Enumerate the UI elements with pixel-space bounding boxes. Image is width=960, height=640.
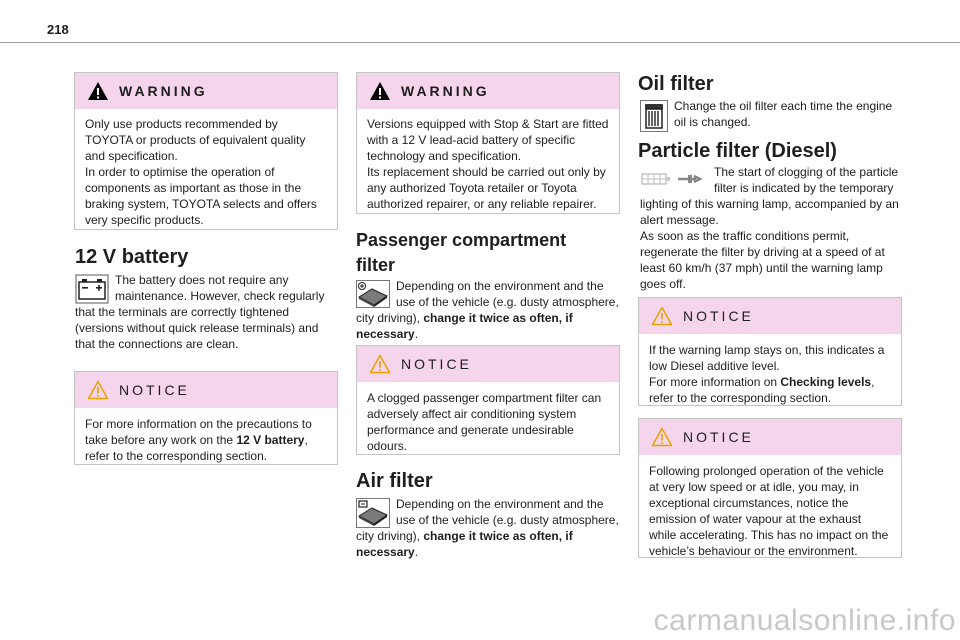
battery-section bbox=[75, 272, 337, 352]
passenger-filter-heading: Passenger compartment filter bbox=[356, 230, 567, 275]
notice-title: NOTICE bbox=[683, 308, 754, 324]
notice-icon bbox=[369, 354, 391, 374]
notice-text: Following prolonged operation of the vehicle at very low speed or at idle, you may, in exceptional circumstances, notice the emission of water vapour at the exhaust while accelerating. This has no impact on the vehicle’s behaviour or the environment. bbox=[649, 464, 889, 558]
warning-text-2: In order to optimise the operation of components as important as those in the braking system, TOYOTA selects and offers very specific products. bbox=[85, 165, 317, 227]
battery-text: However, check regularly that the terminals are correctly tightened (versions without quick release terminals) and that the connections are clean. bbox=[75, 289, 325, 351]
notice-title: NOTICE bbox=[401, 356, 472, 372]
warning-box-left bbox=[74, 72, 338, 230]
notice-icon bbox=[87, 380, 109, 400]
particle-filter-warning-icon bbox=[640, 166, 706, 192]
notice-title: NOTICE bbox=[683, 429, 754, 445]
warning-title: WARNING bbox=[401, 83, 490, 99]
notice-text: For more information on the precautions to take before any work on the 12 V battery, refer to the corresponding section. bbox=[85, 417, 312, 463]
notice-title: NOTICE bbox=[119, 382, 190, 398]
battery-icon bbox=[75, 274, 109, 304]
notice-box-left bbox=[74, 371, 338, 465]
page-number: 218 bbox=[47, 22, 69, 37]
air-filter-icon bbox=[356, 498, 390, 528]
warning-box-middle bbox=[356, 72, 620, 214]
notice-icon bbox=[651, 306, 673, 326]
notice-header bbox=[639, 298, 901, 334]
notice-icon bbox=[651, 427, 673, 447]
warning-header bbox=[75, 73, 337, 109]
oil-filter-icon bbox=[640, 100, 668, 132]
battery-heading: 12 V battery bbox=[75, 246, 189, 268]
notice-box-right-1 bbox=[638, 297, 902, 406]
notice-box-right-2 bbox=[638, 418, 902, 558]
cabin-filter-icon bbox=[356, 280, 390, 308]
warning-text: Versions equipped with Stop & Start are fitted with a 12 V lead-acid battery of specific technology and specification. bbox=[367, 117, 609, 163]
battery-intro: The battery does not require any maintenance. bbox=[115, 273, 289, 303]
watermark: carmanualsonline.info bbox=[653, 604, 956, 637]
warning-title: WARNING bbox=[119, 83, 208, 99]
passenger-filter-section: Depending on the environment and the use of the vehicle (e.g. dusty atmosphere, city driving), change it twice as often, if necessary. bbox=[356, 279, 619, 341]
warning-text-2: Its replacement should be carried out only by any authorized Toyota retailer or Toyota authorized repairer, or any reliable repairer. bbox=[367, 165, 606, 211]
notice-text: A clogged passenger compartment filter can adversely affect air conditioning system performance and generate undesirable odours. bbox=[367, 391, 602, 453]
air-filter-section: Depending on the environment and the use of the vehicle (e.g. dusty atmosphere, city driving), change it twice as often, if necessary. bbox=[356, 497, 619, 559]
oil-filter-text: Change the oil filter each time the engine oil is changed. bbox=[674, 99, 893, 129]
oil-filter-heading: Oil filter bbox=[638, 73, 714, 95]
warning-header bbox=[357, 73, 619, 109]
notice-header bbox=[639, 419, 901, 455]
particle-filter-text-2: As soon as the traffic conditions permit, regenerate the filter by driving at a speed of at least 60 km/h (37 mph) until the warning lamp goes off. bbox=[640, 229, 885, 291]
notice-box-middle bbox=[356, 345, 620, 455]
notice-text-2: For more information on Checking levels, refer to the corresponding section. bbox=[649, 375, 875, 405]
warning-icon bbox=[369, 81, 391, 101]
notice-header bbox=[357, 346, 619, 382]
notice-header bbox=[75, 372, 337, 408]
oil-filter-section bbox=[640, 98, 902, 132]
particle-filter-section bbox=[640, 164, 904, 292]
air-filter-heading: Air filter bbox=[356, 470, 433, 492]
particle-filter-text: The start of clogging of the particle filter is indicated by the temporary lighting of this warning lamp, accompanied by an alert message. bbox=[640, 165, 899, 227]
notice-text: If the warning lamp stays on, this indicates a low Diesel additive level. bbox=[649, 343, 885, 373]
particle-filter-heading: Particle filter (Diesel) bbox=[638, 140, 837, 162]
warning-text: Only use products recommended by TOYOTA or products of equivalent quality and specification. bbox=[85, 117, 306, 163]
warning-icon bbox=[87, 81, 109, 101]
top-rule bbox=[0, 42, 960, 43]
